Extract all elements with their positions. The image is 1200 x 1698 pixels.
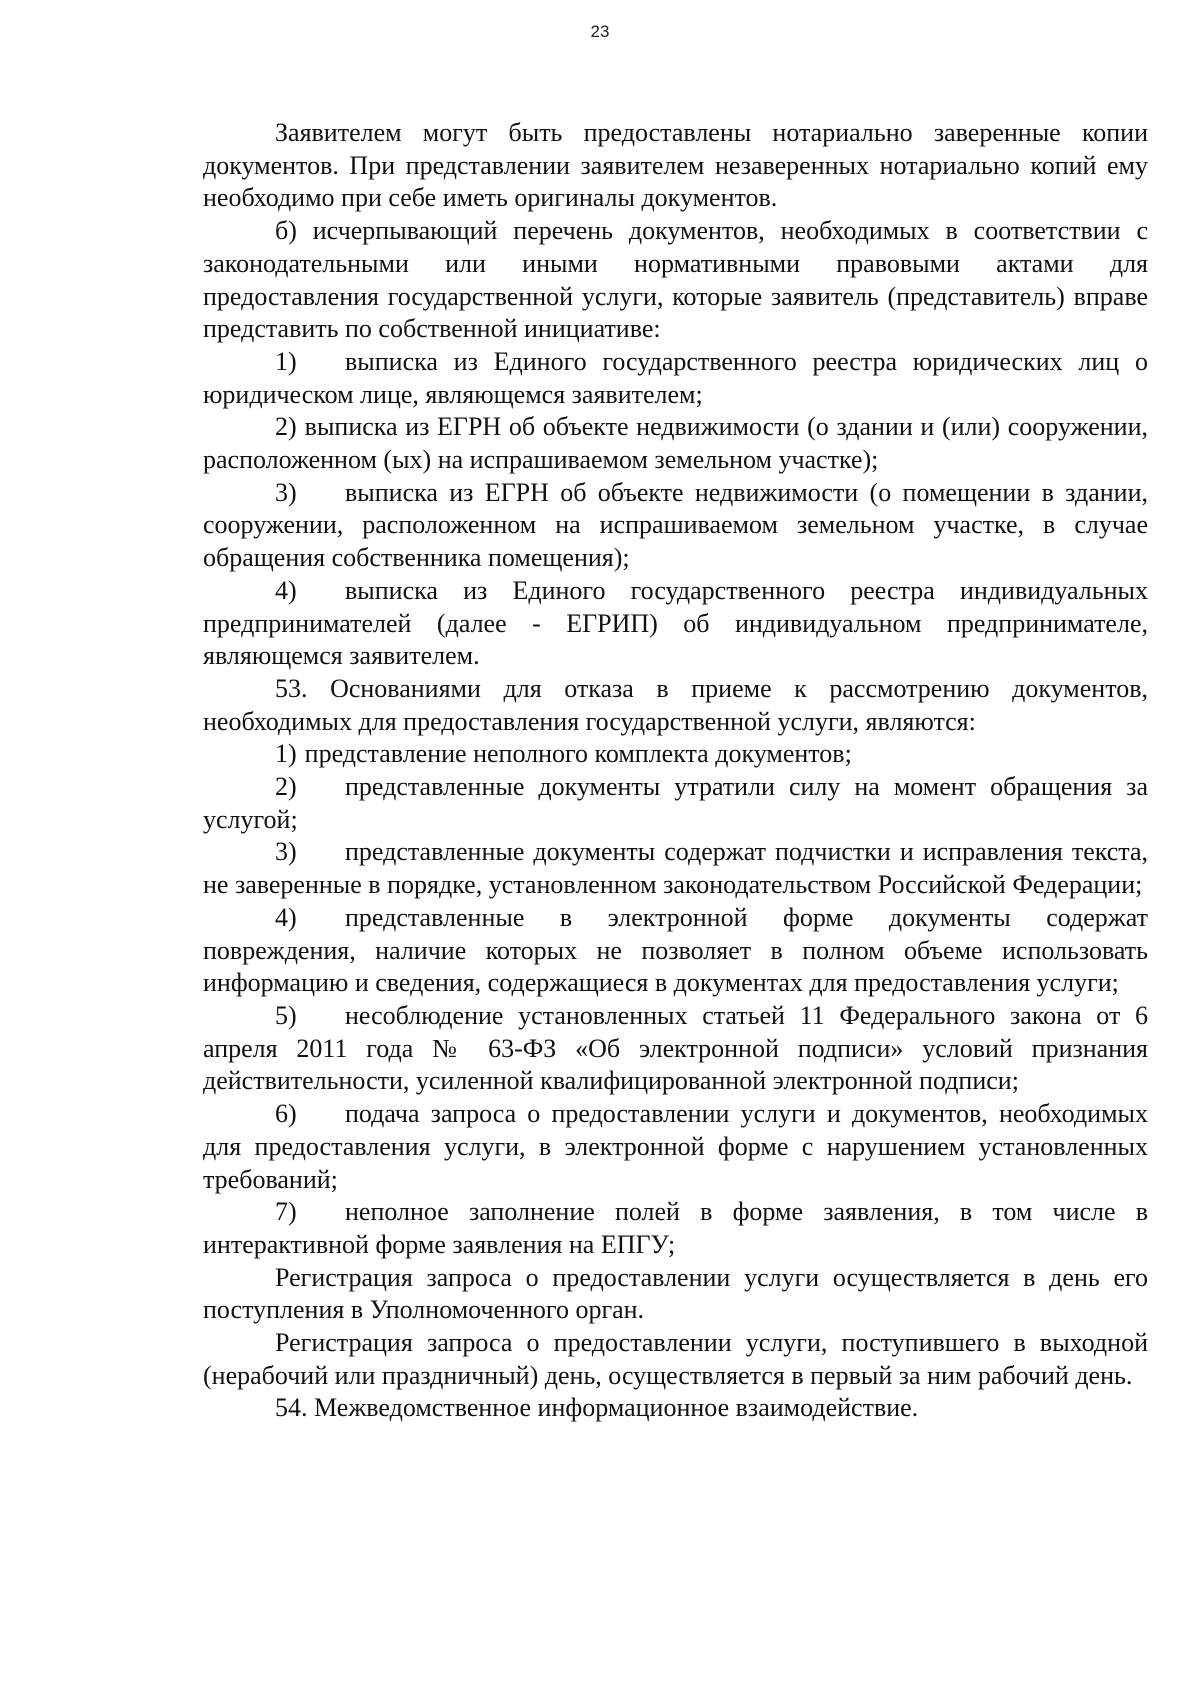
list-item [203,771,1148,836]
list-item-number: 1) [275,739,297,769]
list-item [203,477,1148,575]
paragraph-notarized-copies: Заявителем могут быть предоставлены нотариально заверенные копии документов. При представлении заявителем незаверенных нотариально копий ему необходимо при себе иметь оригиналы документов. [203,118,1148,213]
list-item [203,575,1148,673]
paragraph-registration: Регистрация запроса о предоставлении услуги осуществляется в день его поступления в Уполномоченного орган. [203,1262,1148,1325]
list-item-text: несоблюдение установленных статьей 11 Федерального закона от 6 апреля 2011 года № 63-ФЗ «Об электронной подписи» условий признания действительности, усиленной квалифицированной электронной подписи; [203,1000,1148,1096]
list-item-text: выписка из ЕГРН об объекте недвижимости (о здании и (или) сооружении, расположенном (ых) на испрашиваемом земельном участке); [203,412,1148,475]
list-item-number: 2) [275,772,297,802]
list-item-number: 3) [275,837,297,867]
list-item [203,836,1148,901]
list-item-number: 1) [275,346,297,376]
paragraph-registration-holiday: Регистрация запроса о предоставлении услуги, поступившего в выходной (нерабочий или праздничный) день, осуществляется в первый за ним рабочий день. [203,1328,1148,1390]
list-item-text: представление неполного комплекта документов; [304,739,852,769]
list-item-text: неполное заполнение полей в форме заявления, в том числе в интерактивной форме заявления на ЕПГУ; [203,1197,1148,1259]
list-item-text: подача запроса о предоставлении услуги и документов, необходимых для предоставления услуги, в электронной форме с нарушением установленных требований; [203,1099,1148,1194]
list-item [203,1196,1148,1261]
paragraph-54-interagency: 54. Межведомственное информационное взаимодействие. [275,1393,919,1423]
list-item-text: выписка из ЕГРН об объекте недвижимости (о помещении в здании, сооружении, расположенном на испрашиваемом земельном участке, в случае обращения собственника помещения); [203,477,1148,573]
paragraph-53-refusal-grounds: 53. Основаниями для отказа в приеме к рассмотрению документов, необходимых для предоставления государственной услуги, являются: [203,673,1148,736]
list-item-text: выписка из Единого государственного реестра индивидуальных предпринимателей (далее - ЕГРИП) об индивидуальном предпринимателе, являющемся заявителем. [203,575,1148,671]
list-item-text: представленные документы содержат подчистки и исправления текста, не заверенные в порядке, установленном законодательством Российской Федерации; [203,837,1148,900]
list-item-number: 5) [275,1000,297,1030]
list-item [203,1000,1148,1098]
list-item [203,1098,1148,1196]
paragraph-b-optional-documents: б) исчерпывающий перечень документов, необходимых в соответствии с законодательными или иными нормативными правовыми актами для предоставления государственной услуги, которые заявитель (представитель) вправе представить по собственной инициативе: [203,216,1148,344]
list-item-text: выписка из Единого государственного реестра юридических лиц о юридическом лице, являющемся заявителем; [203,346,1148,409]
document-body [203,117,1148,1425]
list-item [203,738,1148,771]
list-item-number: 6) [275,1099,297,1129]
list-item-number: 2) [275,412,297,442]
list-item [203,902,1148,1000]
list-item-text: представленные в электронной форме документы содержат повреждения, наличие которых не позволяет в полном объеме использовать информацию и сведения, содержащиеся в документах для предоставления услуги; [203,902,1148,998]
list-item [203,411,1148,476]
list-item [203,346,1148,411]
list-item-number: 3) [275,477,297,507]
list-item-number: 4) [275,575,297,605]
list-item-number: 7) [275,1197,297,1227]
page-number: 23 [590,22,610,41]
list-item-text: представленные документы утратили силу на момент обращения за услугой; [203,772,1148,834]
list-item-number: 4) [275,902,297,932]
